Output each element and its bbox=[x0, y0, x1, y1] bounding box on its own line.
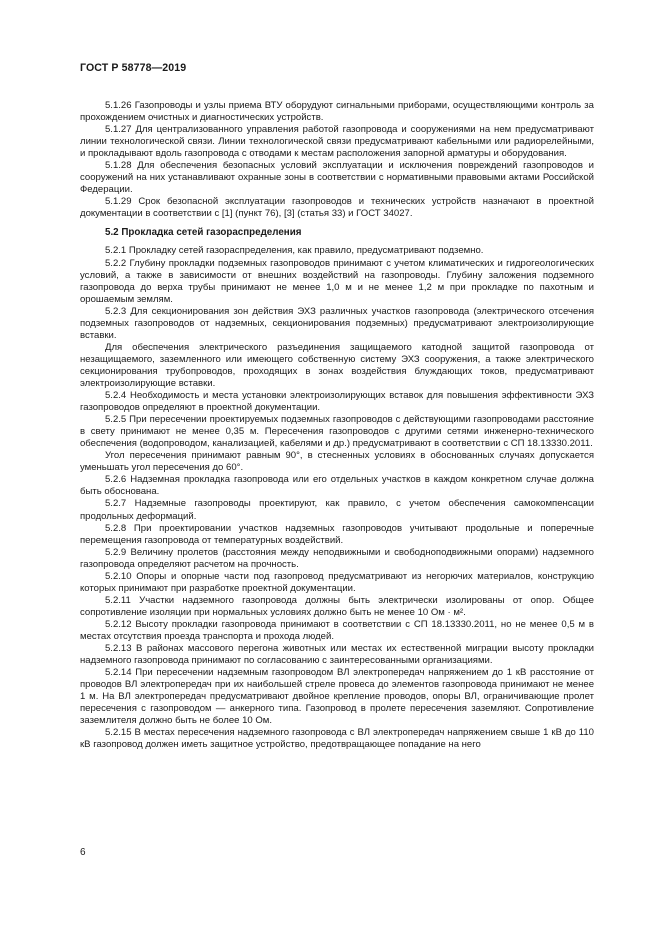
paragraph-5-2-7: 5.2.7 Надземные газопроводы проектируют, как правило, с учетом обеспечения самокомпенсации продольных деформаций. bbox=[80, 498, 594, 522]
document-header: ГОСТ Р 58778—2019 bbox=[80, 62, 187, 74]
paragraph-5-1-26: 5.1.26 Газопроводы и узлы приема ВТУ оборудуют сигнальными приборами, осуществляющими контроль за прохождением очистных и диагностических устройств. bbox=[80, 100, 594, 124]
paragraph-5-2-3-cont: Для обеспечения электрического разъединения защищаемого катодной защитой газопровода от незащищаемого, заземленного или имеющего собственную систему ЭХЗ сооружения, а также электрического секционирования трубопроводов, проходящих в зонах воздействия блуждающих токов, предусматривают электроизолирующие вставки. bbox=[80, 341, 594, 389]
paragraph-5-2-12: 5.2.12 Высоту прокладки газопровода принимают в соответствии с СП 18.13330.2011, но не менее 0,5 м в местах отсутствия проезда транспорта и прохода людей. bbox=[80, 618, 594, 642]
paragraph-5-2-6: 5.2.6 Надземная прокладка газопровода или его отдельных участков в каждом конкретном случае должна быть обоснована. bbox=[80, 474, 594, 498]
paragraph-5-1-29: 5.1.29 Срок безопасной эксплуатации газопроводов и технических устройств назначают в проектной документации в соответствии с [1] (пункт 76), [3] (статья 33) и ГОСТ 34027. bbox=[80, 196, 594, 220]
paragraph-5-2-15: 5.2.15 В местах пересечения надземного газопровода с ВЛ электропередач напряжением свыше 1 кВ до 110 кВ газопровод должен иметь защитное устройство, предотвращающее попадание на него bbox=[80, 727, 594, 751]
paragraph-5-1-27: 5.1.27 Для централизованного управления работой газопровода и сооружениями на нем предусматривают линии технологической связи. Линии технологической связи предусматривают кабельными или радиорелейными, и прокладывают вдоль газопровода с отводами к местам расположения запорной арматуры и оборудования. bbox=[80, 124, 594, 160]
paragraph-5-2-8: 5.2.8 При проектировании участков надземных газопроводов учитывают продольные и поперечные перемещения газопровода от температурных воздействий. bbox=[80, 522, 594, 546]
paragraph-5-2-9: 5.2.9 Величину пролетов (расстояния между неподвижными и свободноподвижными опорами) надземного газопровода определяют расчетом на прочность. bbox=[80, 546, 594, 570]
paragraph-5-2-5-cont: Угол пересечения принимают равным 90°, в стесненных условиях в обоснованных случаях допускается уменьшать угол пересечения до 60°. bbox=[80, 450, 594, 474]
paragraph-5-1-28: 5.1.28 Для обеспечения безопасных условий эксплуатации и исключения повреждений газопроводов и сооружений на них устанавливают охранные зоны в соответствии с нормативными правовыми актами Российской Федерации. bbox=[80, 160, 594, 196]
paragraph-5-2-4: 5.2.4 Необходимость и места установки электроизолирующих вставок для повышения эффективности ЭХЗ газопроводов определяют в проектной документации. bbox=[80, 390, 594, 414]
paragraph-5-2-13: 5.2.13 В районах массового перегона животных или местах их естественной миграции высоту прокладки надземного газопровода принимают по согласованию с заинтересованными организациями. bbox=[80, 643, 594, 667]
paragraph-5-2-14: 5.2.14 При пересечении надземным газопроводом ВЛ электропередач напряжением до 1 кВ расстояние от проводов ВЛ электропередач при их наибольшей стреле провеса до элементов газопровода принимают не менее 1 м. На ВЛ электропередач предусматривают двойное крепление проводов, опоры ВЛ, ограничивающие пролет пересечения с газопроводом — анкерного типа. Газопровод в пролете пересечения заземляют. Сопротивление заземлителя должно быть не более 10 Ом. bbox=[80, 667, 594, 727]
paragraph-5-2-3: 5.2.3 Для секционирования зон действия ЭХЗ различных участков газопровода (электрического отсечения подземных газопроводов от надземных, секционирования подземных) предусматривают электроизолирующие вставки. bbox=[80, 305, 594, 341]
paragraph-5-2-10: 5.2.10 Опоры и опорные части под газопровод предусматривают из негорючих материалов, конструкцию которых принимают при разработке проектной документации. bbox=[80, 570, 594, 594]
paragraph-5-2-1: 5.2.1 Прокладку сетей газораспределения, как правило, предусматривают подземно. bbox=[105, 245, 484, 257]
page-number: 6 bbox=[80, 847, 86, 858]
paragraph-5-2-5: 5.2.5 При пересечении проектируемых подземных газопроводов с действующими газопроводами расстояние в свету принимают не менее 0,35 м. Пересечения газопроводов с другими сетями инженерно-технического обеспечения (водопроводом, канализацией, кабелями и др.) предусматривают в соответствии с СП 18.13330.2011. bbox=[80, 414, 594, 450]
paragraph-5-2-11: 5.2.11 Участки надземного газопровода должны быть электрически изолированы от опор. Общее сопротивление изоляции при нормальных условиях должно быть не менее 10 Ом · м². bbox=[80, 594, 594, 618]
document-body bbox=[80, 100, 594, 751]
section-heading-5-2: 5.2 Прокладка сетей газораспределения bbox=[105, 227, 302, 239]
paragraph-5-2-2: 5.2.2 Глубину прокладки подземных газопроводов принимают с учетом климатических и гидрогеологических условий, а также в зависимости от внешних воздействий на газопроводы. Глубину заложения подземного газопровода до верха трубы принимают не менее 1,0 м и не менее 1,2 м при прокладке по пахотным и орошаемым землям. bbox=[80, 257, 594, 305]
